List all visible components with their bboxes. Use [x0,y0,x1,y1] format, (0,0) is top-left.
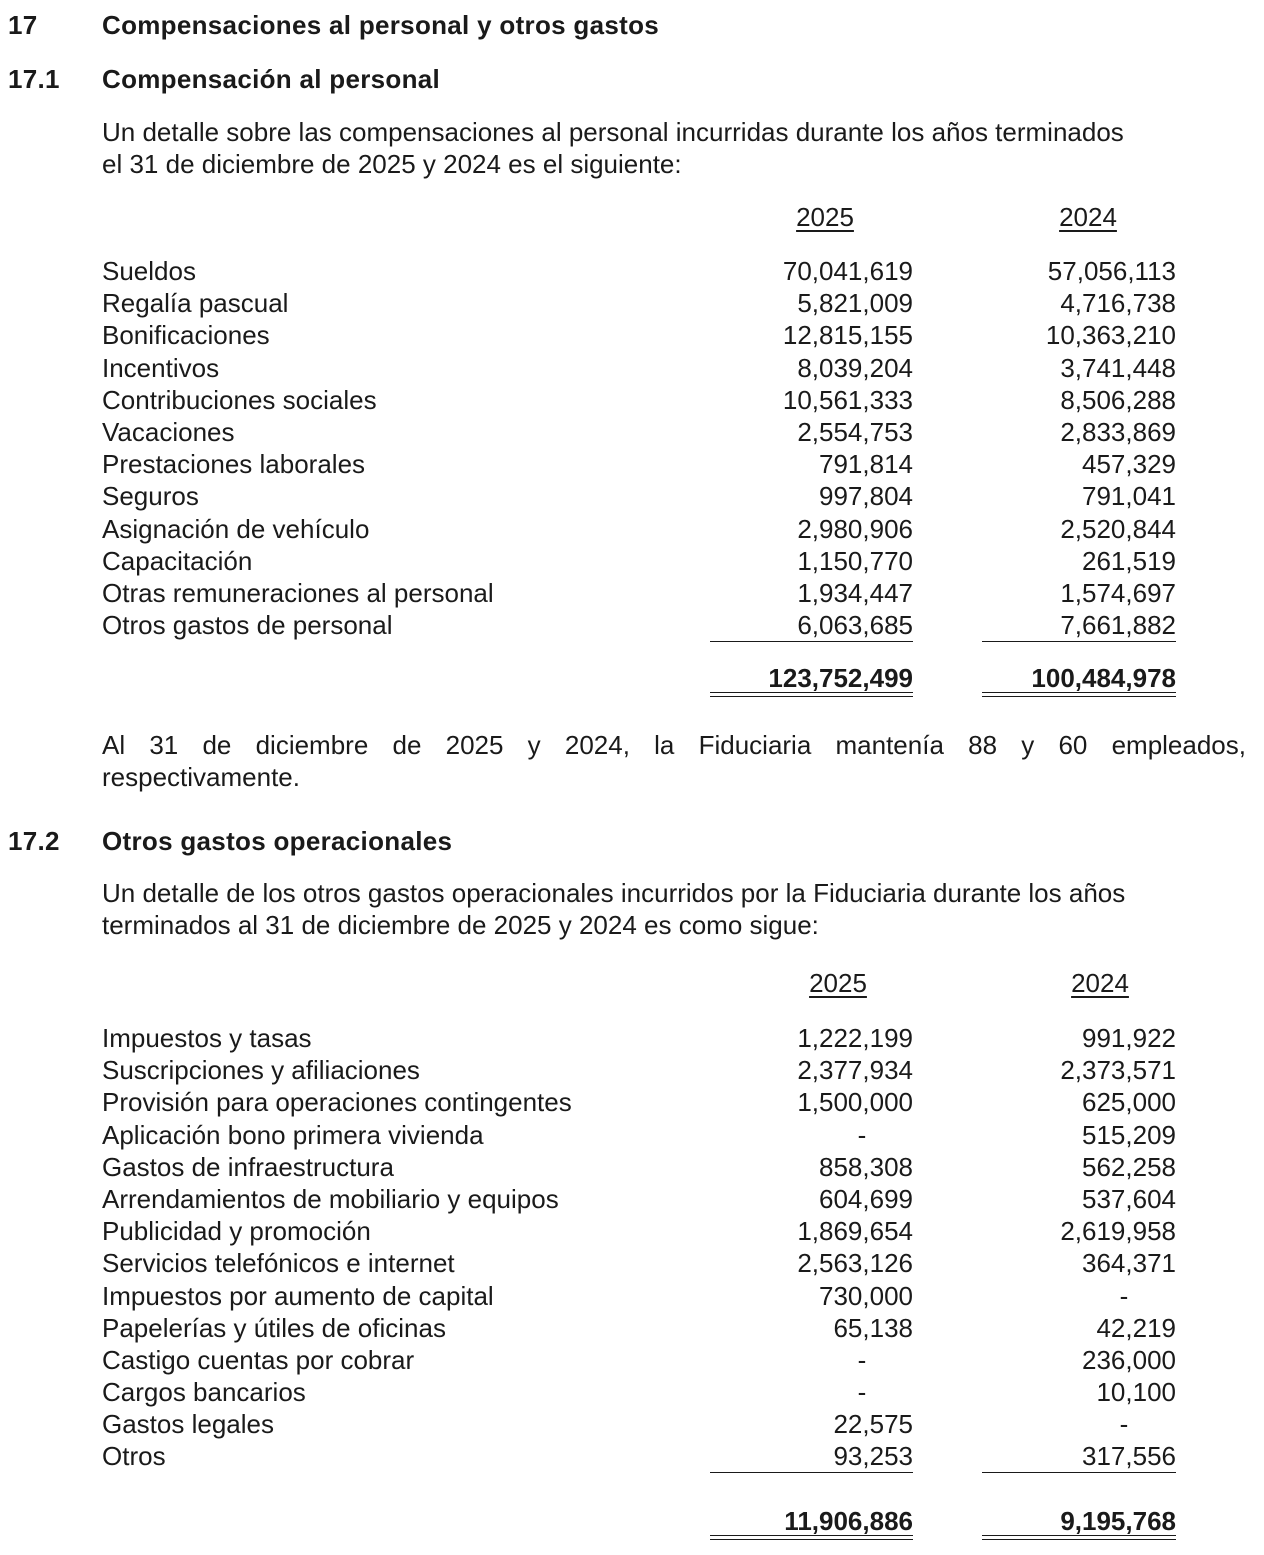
row-label: Sueldos [102,256,196,286]
value-2025: 10,561,333 [782,384,913,415]
total-rule [982,1535,1176,1536]
row-label: Gastos legales [102,1409,274,1440]
intro-line: terminados al 31 de diciembre de 2025 y 2024 es como sigue: [102,910,819,940]
table-row [102,481,1176,513]
total-rule [982,1539,1176,1540]
table-row [102,1377,1176,1409]
row-label: Asignación de vehículo [102,513,370,544]
row-label: Papelerías y útiles de oficinas [102,1312,446,1343]
value-2025: 791,814 [819,449,913,480]
table-row [102,1120,1176,1152]
row-label: Seguros [102,481,199,512]
column-header-2025: 2025 [809,968,867,998]
row-label: Provisión para operaciones contingentes [102,1087,572,1118]
table-row [102,1345,1176,1377]
total-2024: 100,484,978 [1031,663,1176,693]
column-header-2024: 2024 [1071,968,1129,998]
value-2024: 261,519 [1082,545,1176,576]
table-row [102,385,1176,417]
value-2025: 604,699 [819,1183,913,1214]
value-2024: 317,556 [1082,1441,1176,1472]
table-row [102,1023,1176,1055]
total-2025: 123,752,499 [768,663,913,693]
row-label: Incentivos [102,352,220,383]
value-2024: 562,258 [1082,1151,1176,1182]
value-2024: 515,209 [1082,1119,1176,1150]
total-2025: 11,906,886 [784,1506,913,1536]
value-2025: - [857,1377,867,1408]
table-row [102,320,1176,352]
value-2024: 2,373,571 [1060,1055,1176,1086]
total-rule [982,696,1176,697]
value-2025: 6,063,685 [797,610,913,641]
table-row [102,610,1176,642]
intro-line: el 31 de diciembre de 2025 y 2024 es el siguiente: [102,149,682,179]
value-2024: 8,506,288 [1060,384,1176,415]
total-rule [982,692,1176,693]
operating-expenses-table [102,1023,1176,1474]
value-2025: 997,804 [819,481,913,512]
value-2024: 791,041 [1082,481,1176,512]
value-2024: 2,833,869 [1060,416,1176,447]
value-2024: 537,604 [1082,1183,1176,1214]
table-row [102,514,1176,546]
row-label: Prestaciones laborales [102,449,366,480]
value-2024: 42,219 [1096,1312,1176,1343]
total-rule [710,1535,913,1536]
row-label: Castigo cuentas por cobrar [102,1344,415,1375]
row-label: Gastos de infraestructura [102,1151,394,1182]
row-label: Regalía pascual [102,288,289,319]
value-2024: 236,000 [1082,1344,1176,1375]
value-2025: 1,500,000 [797,1087,913,1118]
row-label: Publicidad y promoción [102,1216,371,1247]
row-label: Arrendamientos de mobiliario y equipos [102,1183,559,1214]
table-row [102,1248,1176,1280]
value-2025: - [857,1119,867,1150]
value-2025: 8,039,204 [797,352,913,383]
value-2025: 730,000 [819,1280,913,1311]
value-2025: 12,815,155 [782,320,913,351]
value-2024: 57,056,113 [1047,256,1176,286]
row-label: Servicios telefónicos e internet [102,1248,455,1279]
total-2024: 9,195,768 [1060,1506,1176,1536]
row-label: Contribuciones sociales [102,384,377,415]
value-2025: 858,308 [819,1151,913,1182]
value-2024: 10,100 [1096,1377,1176,1408]
section-17-title: Compensaciones al personal y otros gastos [102,10,660,40]
table-row [102,1087,1176,1119]
value-2025: 5,821,009 [797,288,913,319]
value-2024: 2,520,844 [1060,513,1176,544]
note-line: Al 31 de diciembre de 2025 y 2024, la Fiduciaria mantenía 88 y 60 empleados, [102,730,1246,760]
section-17-number: 17 [8,10,38,40]
total-rule [710,692,913,693]
value-2025: 70,041,619 [782,256,913,286]
table-row [102,1055,1176,1087]
section-17-2-number: 17.2 [8,826,60,856]
value-2024: 7,661,882 [1060,610,1176,641]
row-label: Vacaciones [102,416,235,447]
row-label: Impuestos y tasas [102,1023,312,1053]
table-row [102,353,1176,385]
employees-note [102,729,1246,793]
total-rule [710,1539,913,1540]
table-row [102,1313,1176,1345]
table-row [102,1216,1176,1248]
table-row [102,1184,1176,1216]
value-2025: 22,575 [833,1409,913,1440]
value-2025: 1,934,447 [797,577,913,608]
value-2024: 10,363,210 [1045,320,1176,351]
row-label: Aplicación bono primera vivienda [102,1119,484,1150]
table-row [102,256,1176,288]
subtotal-rule [710,641,913,642]
row-label: Otras remuneraciones al personal [102,577,494,608]
subtotal-rule [710,1472,913,1473]
row-label: Cargos bancarios [102,1377,306,1408]
value-2024: - [1119,1409,1129,1440]
value-2025: 1,869,654 [797,1216,913,1247]
note-line: respectivamente. [102,762,300,792]
row-label: Bonificaciones [102,320,270,351]
value-2024: 625,000 [1082,1087,1176,1118]
total-rule [710,696,913,697]
table-row [102,1441,1176,1473]
value-2024: - [1119,1280,1129,1311]
value-2024: 2,619,958 [1060,1216,1176,1247]
section-17-2-intro [102,877,1246,941]
value-2024: 4,716,738 [1060,288,1176,319]
subtotal-rule [982,1472,1176,1473]
value-2024: 1,574,697 [1060,577,1176,608]
value-2025: 2,980,906 [797,513,913,544]
value-2024: 3,741,448 [1060,352,1176,383]
row-label: Capacitación [102,545,253,576]
section-17-2-title: Otros gastos operacionales [102,826,453,856]
table-row [102,1152,1176,1184]
table-row [102,1281,1176,1313]
table-row [102,449,1176,481]
table-row [102,288,1176,320]
section-17-1-number: 17.1 [8,64,60,94]
value-2025: - [857,1344,867,1375]
row-label: Suscripciones y afiliaciones [102,1055,420,1086]
section-17-1-intro [102,116,1246,180]
column-header-2024: 2024 [1059,202,1117,232]
row-label: Otros gastos de personal [102,610,393,641]
row-label: Impuestos por aumento de capital [102,1280,494,1311]
value-2024: 364,371 [1082,1248,1176,1279]
value-2025: 65,138 [833,1312,913,1343]
value-2025: 1,222,199 [797,1023,913,1053]
value-2025: 2,377,934 [797,1055,913,1086]
value-2024: 457,329 [1082,449,1176,480]
table-row [102,546,1176,578]
intro-line: Un detalle sobre las compensaciones al personal incurridas durante los años terminados [102,117,1124,147]
intro-line: Un detalle de los otros gastos operacionales incurridos por la Fiduciaria durante los años [102,878,1126,908]
subtotal-rule [982,641,1176,642]
value-2024: 991,922 [1082,1023,1176,1053]
column-header-2025: 2025 [796,202,854,232]
table-row [102,417,1176,449]
section-17-1-title: Compensación al personal [102,64,441,94]
value-2025: 2,563,126 [797,1248,913,1279]
value-2025: 1,150,770 [797,545,913,576]
compensation-table [102,256,1176,642]
table-row [102,1409,1176,1441]
value-2025: 93,253 [833,1441,913,1472]
row-label: Otros [102,1441,166,1472]
value-2025: 2,554,753 [797,416,913,447]
table-row [102,578,1176,610]
